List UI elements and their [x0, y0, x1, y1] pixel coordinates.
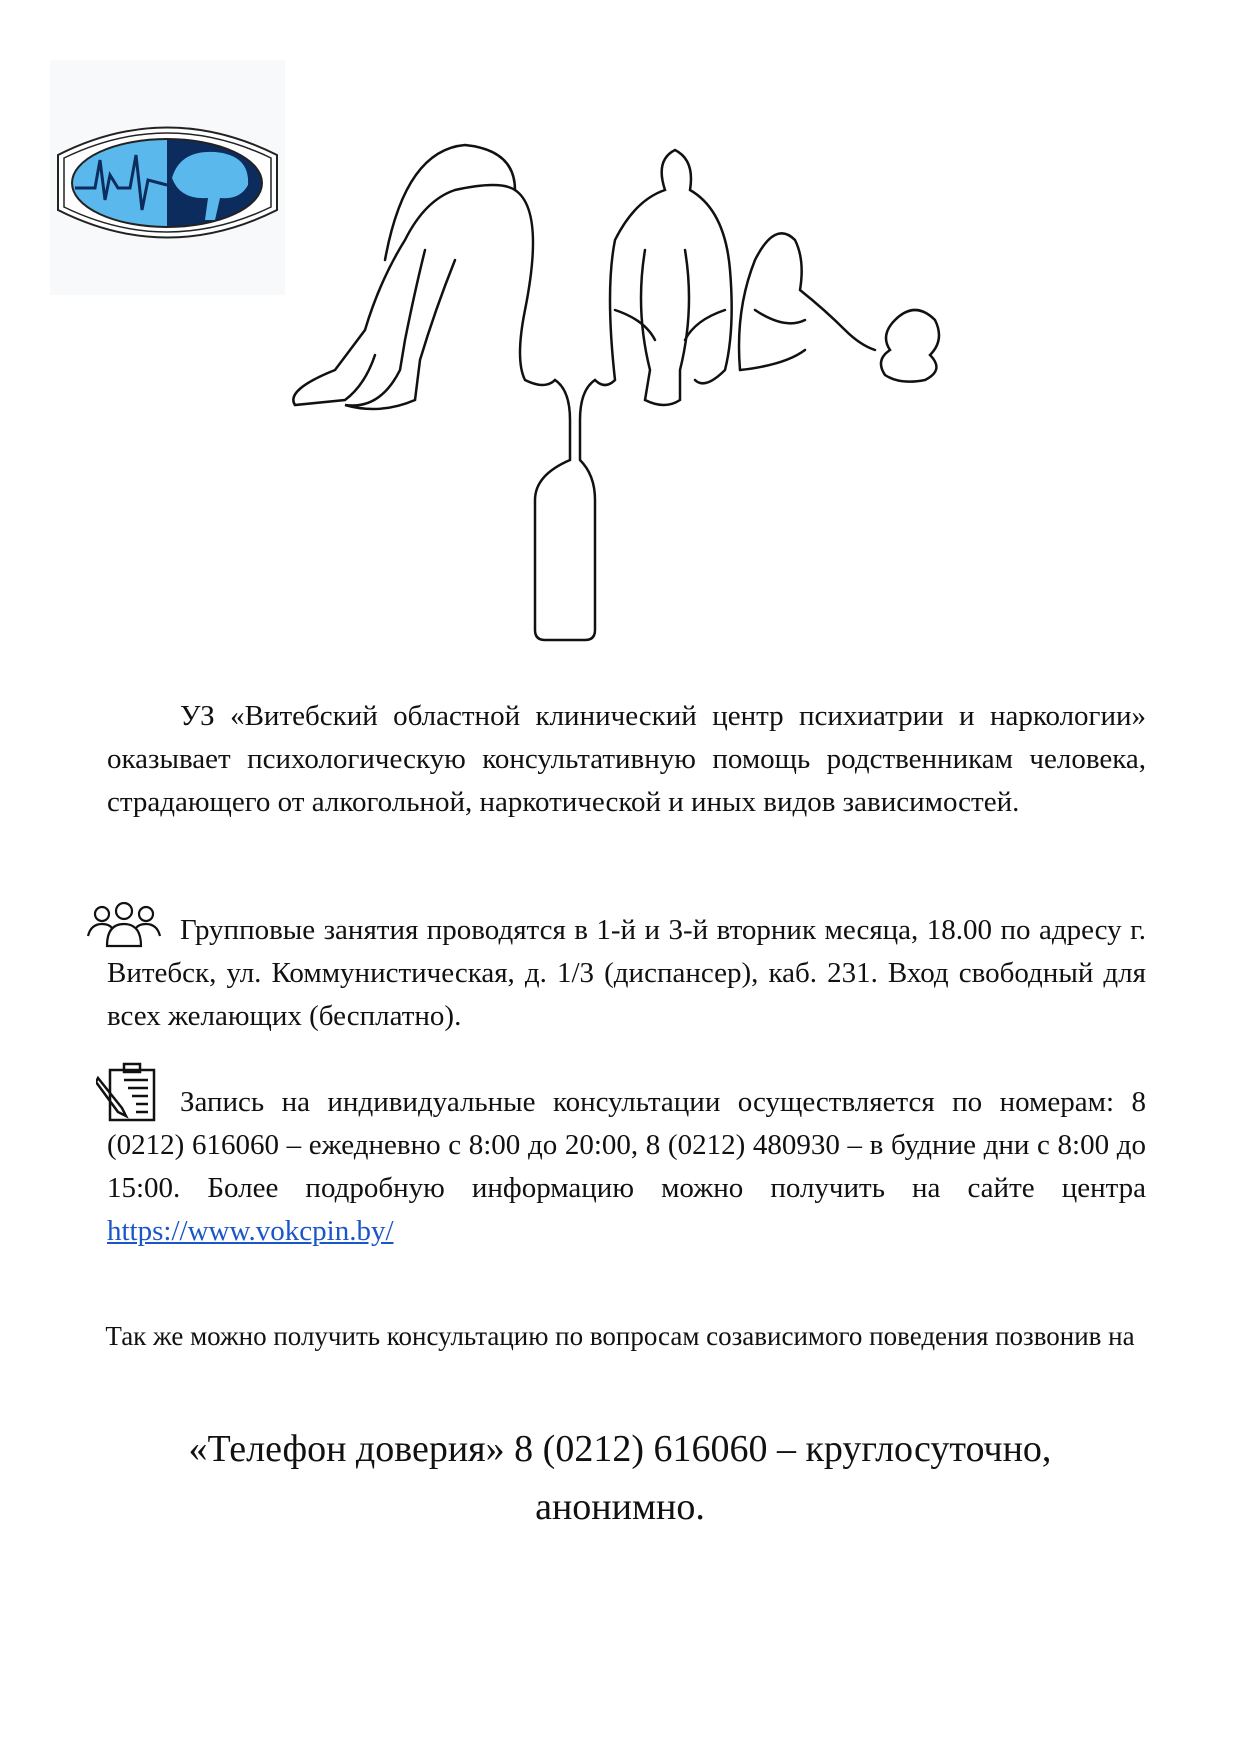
website-link[interactable]: https://www.vokcpin.by/ — [107, 1215, 394, 1247]
intro-paragraph: УЗ «Витебский областной клинический центр психиатрии и наркологии» оказывает психологическую консультативную помощь родственникам человека, страдающего от алкогольной, наркотической и иных видов зависимостей. — [107, 700, 1146, 818]
group-sessions-paragraph: Групповые занятия проводятся в 1-й и 3-й вторник месяца, 18.00 по адресу г. Витебск, ул. Коммунистическая, д. 1/3 (диспансер), каб. 231. Вход свободный для всех желающих (бесплатно). — [107, 914, 1146, 1032]
clinic-logo — [50, 60, 285, 295]
consultation-text: Запись на индивидуальные консультации осуществляется по номерам: 8 (0212) 616060 – ежедневно с 8:00 до 20:00, 8 (0212) 480930 – в будние дни с 8:00 до 15:00. Более подробную информацию можно получить на сайте центра — [107, 1086, 1146, 1204]
line-art-illustration — [285, 130, 1055, 650]
hotline-text: «Телефон доверия» 8 (0212) 616060 – круглосуточно, анонимно. — [188, 1428, 1052, 1528]
individual-consultation-paragraph — [107, 1081, 1146, 1253]
codependency-note: Так же можно получить консультацию по вопросам созависимого поведения позвонив на — [105, 1321, 1135, 1351]
